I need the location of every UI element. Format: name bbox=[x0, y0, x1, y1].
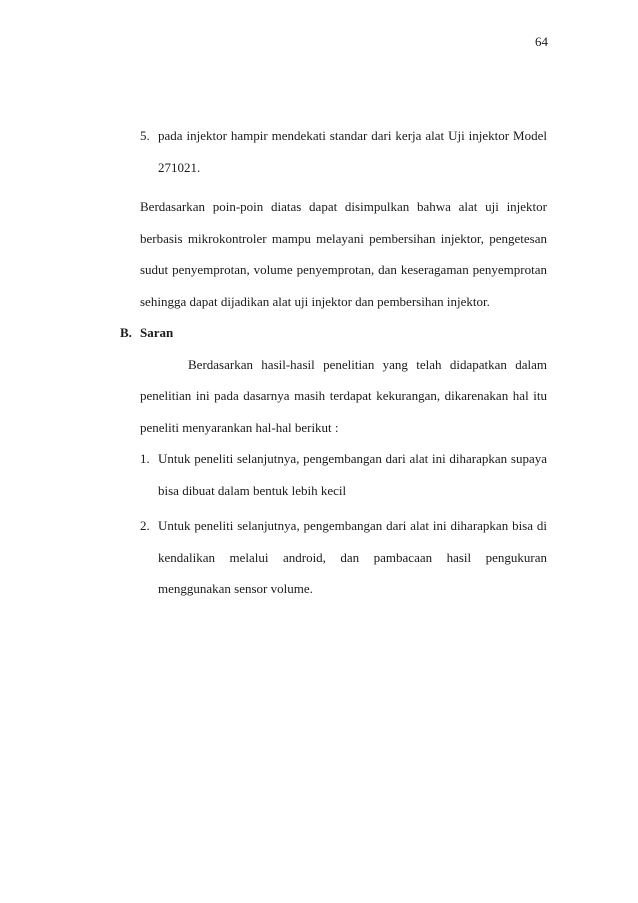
page-number: 64 bbox=[535, 34, 548, 49]
list-item-5 bbox=[120, 120, 547, 183]
list-item-number: 1. bbox=[140, 451, 150, 466]
list-item-text-line: menggunakan sensor volume. bbox=[158, 581, 313, 596]
conclusion-paragraph: Berdasarkan poin-poin diatas dapat disimpulkan bahwa alat uji injektor berbasis mikrokontroler mampu melayani pembersihan injektor, pengetesan sudut penyemprotan, volume penyemprotan, dan keseragaman penyemprotan sehingga dapat dijadikan alat uji injektor dan pembersihan injektor. bbox=[140, 199, 547, 309]
list-item-text-line: 271021. bbox=[158, 159, 201, 175]
list-item-text: Untuk peneliti selanjutnya, pengembangan dari alat ini diharapkan supaya bisa dibuat dalam bentuk lebih kecil bbox=[158, 451, 547, 498]
list-item-number: 5. bbox=[140, 128, 150, 143]
list-item-text-line: kendalikan melalui android, dan pambacaan hasil pengukuran bbox=[158, 549, 547, 565]
section-heading-saran bbox=[120, 317, 547, 349]
list-item-text-line: pada injektor hampir mendekati standar dari kerja alat Uji injektor Model bbox=[158, 128, 547, 143]
saran-item-2 bbox=[120, 510, 547, 605]
list-item-number: 2. bbox=[140, 518, 150, 533]
section-number: B. bbox=[120, 325, 132, 340]
section-title: Saran bbox=[140, 325, 174, 340]
document-body bbox=[120, 120, 547, 605]
saran-paragraph: Berdasarkan hasil-hasil penelitian yang telah didapatkan dalam penelitian ini pada dasarnya masih terdapat kekurangan, dikarenakan hal itu peneliti menyarankan hal-hal berikut : bbox=[140, 356, 547, 435]
list-item-text-line: Untuk peneliti selanjutnya, pengembangan dari alat ini diharapkan bisa di bbox=[158, 518, 547, 533]
saran-item-1 bbox=[120, 443, 547, 506]
